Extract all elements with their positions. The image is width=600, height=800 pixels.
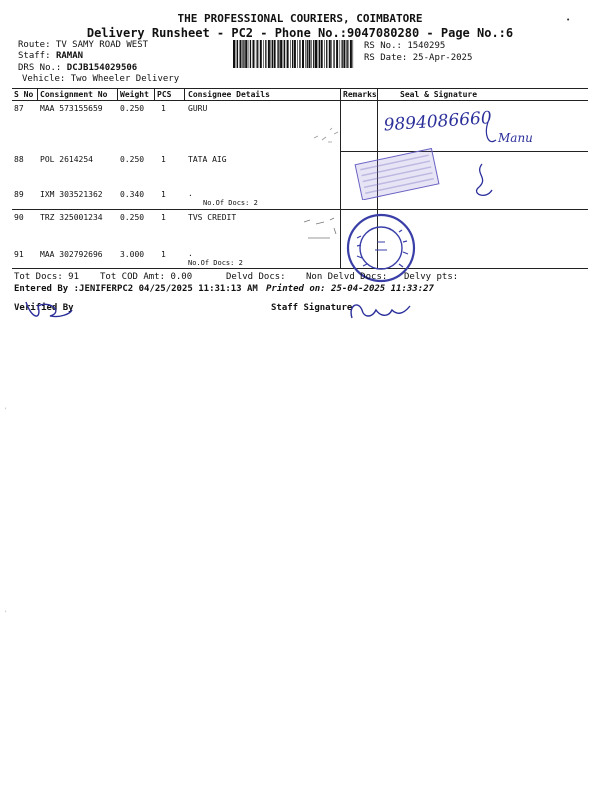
route-text: Route: TV SAMY ROAD WEST xyxy=(18,40,149,50)
barcode-bar xyxy=(299,40,300,68)
company-title: THE PROFESSIONAL COURIERS, COIMBATORE xyxy=(177,12,423,25)
row-consignee: TVS CREDIT xyxy=(188,213,237,222)
printed-on: Printed on: 25-04-2025 11:33:27 xyxy=(266,284,434,294)
header-consignee: Consignee Details xyxy=(188,90,270,99)
barcode-bar xyxy=(237,40,238,68)
barcode-bar xyxy=(326,40,327,68)
barcode-bar xyxy=(347,40,348,68)
barcode-bar xyxy=(248,40,249,68)
staff-value: RAMAN xyxy=(55,51,84,61)
barcode-bar xyxy=(260,40,262,68)
barcode-bar xyxy=(278,40,279,68)
barcode-bar xyxy=(329,40,331,68)
row-consignment: IXM 303521362 xyxy=(40,190,103,199)
barcode-bar xyxy=(350,40,352,68)
vehicle-text: Vehicle: Two Wheeler Delivery xyxy=(22,74,180,84)
barcode-bar xyxy=(242,40,243,68)
row-weight: 0.340 xyxy=(120,190,145,199)
barcode-bar xyxy=(297,40,298,68)
faint-stamp-marks xyxy=(300,216,340,252)
barcode-bar xyxy=(333,40,334,68)
barcode-bar xyxy=(290,40,291,68)
staff-signature-label: Staff Signature xyxy=(271,303,353,313)
row-89-signature xyxy=(468,160,498,204)
faint-marks xyxy=(312,122,342,146)
col-sep-5 xyxy=(340,88,341,268)
row-rule-2 xyxy=(12,209,588,210)
barcode-bar xyxy=(272,40,273,68)
barcode-bar xyxy=(319,40,320,68)
barcode-bar xyxy=(313,40,314,68)
row-consignee: . xyxy=(188,189,193,198)
rs-no-text: RS No.: 1540295 xyxy=(364,41,446,51)
row-pcs: 1 xyxy=(161,250,166,259)
row-consignment: MAA 302792696 xyxy=(40,250,103,259)
verifier-signature xyxy=(20,294,76,326)
header-remarks: Remarks xyxy=(343,90,377,99)
row-weight: 0.250 xyxy=(120,104,145,113)
barcode-bar xyxy=(294,40,296,68)
row-pcs: 1 xyxy=(161,213,166,222)
row-sno: 87 xyxy=(14,104,24,113)
row-sno: 91 xyxy=(14,250,24,259)
drs-value: DCJB154029506 xyxy=(66,63,138,73)
barcode-bar xyxy=(240,40,242,68)
barcode-bar xyxy=(292,40,293,68)
barcode-bar xyxy=(302,40,304,68)
rectangular-stamp xyxy=(352,148,444,200)
drs-label: DRS No.: xyxy=(18,63,67,73)
barcode-bar xyxy=(268,40,270,68)
barcode-bar xyxy=(336,40,338,68)
row-weight: 0.250 xyxy=(120,155,145,164)
tot-docs: Tot Docs: 91 xyxy=(14,272,80,282)
barcode-bar xyxy=(263,40,264,68)
barcode-bar xyxy=(321,40,323,68)
barcode-bar xyxy=(274,40,276,68)
barcode-bar xyxy=(250,40,251,68)
row-sno: 90 xyxy=(14,213,24,222)
delvy-pts: Delvy pts: xyxy=(404,272,459,282)
col-sep-3 xyxy=(154,88,155,100)
row-sno: 89 xyxy=(14,190,24,199)
barcode-bar xyxy=(233,40,235,68)
row-pcs: 1 xyxy=(161,155,166,164)
corner-mark: • xyxy=(566,16,571,24)
barcode-bar xyxy=(353,40,354,68)
staff-label: Staff: xyxy=(18,51,56,61)
barcode-bar xyxy=(256,40,257,68)
entered-by: Entered By :JENIFERPC2 04/25/2025 11:31:13 AM xyxy=(14,284,258,294)
barcode-bar xyxy=(245,40,247,68)
handwritten-phone-signature xyxy=(380,100,580,150)
col-sep-4 xyxy=(184,88,185,100)
header-seal-signature: Seal & Signature xyxy=(400,90,478,99)
delvd-docs: Delvd Docs: xyxy=(226,272,286,282)
barcode-bar xyxy=(277,40,278,68)
barcode-bar xyxy=(343,40,345,68)
staff-signature xyxy=(344,296,416,326)
staff-line xyxy=(18,51,83,61)
barcode-bar xyxy=(309,40,311,68)
row-consignee: GURU xyxy=(188,104,208,113)
row-pcs: 1 xyxy=(161,104,166,113)
barcode-bar xyxy=(315,40,317,68)
header-weight: Weight xyxy=(120,90,149,99)
barcode-bar xyxy=(243,40,244,68)
header-consignment: Consignment No xyxy=(40,90,108,99)
handwritten-name: Manu xyxy=(498,131,533,145)
barcode-bar xyxy=(307,40,308,68)
edge-mark: ' xyxy=(4,610,8,617)
barcode-bar xyxy=(265,40,266,68)
row-weight: 3.000 xyxy=(120,250,145,259)
barcode-bar xyxy=(257,40,258,68)
table-bottom-rule xyxy=(12,268,588,269)
row-docs-count: No.Of Docs: 2 xyxy=(188,259,243,267)
row-consignment: POL 2614254 xyxy=(40,155,93,164)
runsheet-subtitle: Delivery Runsheet - PC2 - Phone No.:9047080280 - Page No.:6 xyxy=(86,26,514,40)
barcode-bar xyxy=(287,40,289,68)
header-pcs: PCS xyxy=(157,90,172,99)
rs-date-text: RS Date: 25-Apr-2025 xyxy=(364,53,473,63)
barcode-bar xyxy=(346,40,347,68)
barcode-bar xyxy=(311,40,312,68)
header-sno: S No xyxy=(14,90,34,99)
barcode-bar xyxy=(324,40,325,68)
barcode-bar xyxy=(271,40,272,68)
barcode-bar xyxy=(331,40,332,68)
non-delvd-docs: Non Delvd Docs: xyxy=(306,272,388,282)
barcode-bar xyxy=(318,40,319,68)
handwritten-phone: 9894086660 xyxy=(383,108,493,136)
barcode-bar xyxy=(280,40,282,68)
barcode-bar xyxy=(236,40,237,68)
row-consignee: . xyxy=(188,249,193,258)
barcode-bar xyxy=(284,40,285,68)
barcode-bar xyxy=(305,40,306,68)
row-weight: 0.250 xyxy=(120,213,145,222)
drs-line xyxy=(18,63,137,73)
verified-by: Verified By xyxy=(14,303,74,313)
row-consignee: TATA AIG xyxy=(188,155,227,164)
row-docs-count: No.Of Docs: 2 xyxy=(203,199,258,207)
barcode xyxy=(232,40,354,68)
barcode-bar xyxy=(340,40,341,68)
row-consignment: MAA 573155659 xyxy=(40,104,103,113)
barcode-bar xyxy=(253,40,255,68)
row-sno: 88 xyxy=(14,155,24,164)
barcode-bar xyxy=(283,40,284,68)
col-sep-2 xyxy=(117,88,118,100)
row-consignment: TRZ 325001234 xyxy=(40,213,103,222)
row-pcs: 1 xyxy=(161,190,166,199)
tot-cod-amt: Tot COD Amt: 0.00 xyxy=(100,272,193,282)
edge-mark: ' xyxy=(4,407,8,414)
table-top-rule xyxy=(12,88,588,89)
col-sep-1 xyxy=(37,88,38,100)
barcode-bar xyxy=(342,40,343,68)
